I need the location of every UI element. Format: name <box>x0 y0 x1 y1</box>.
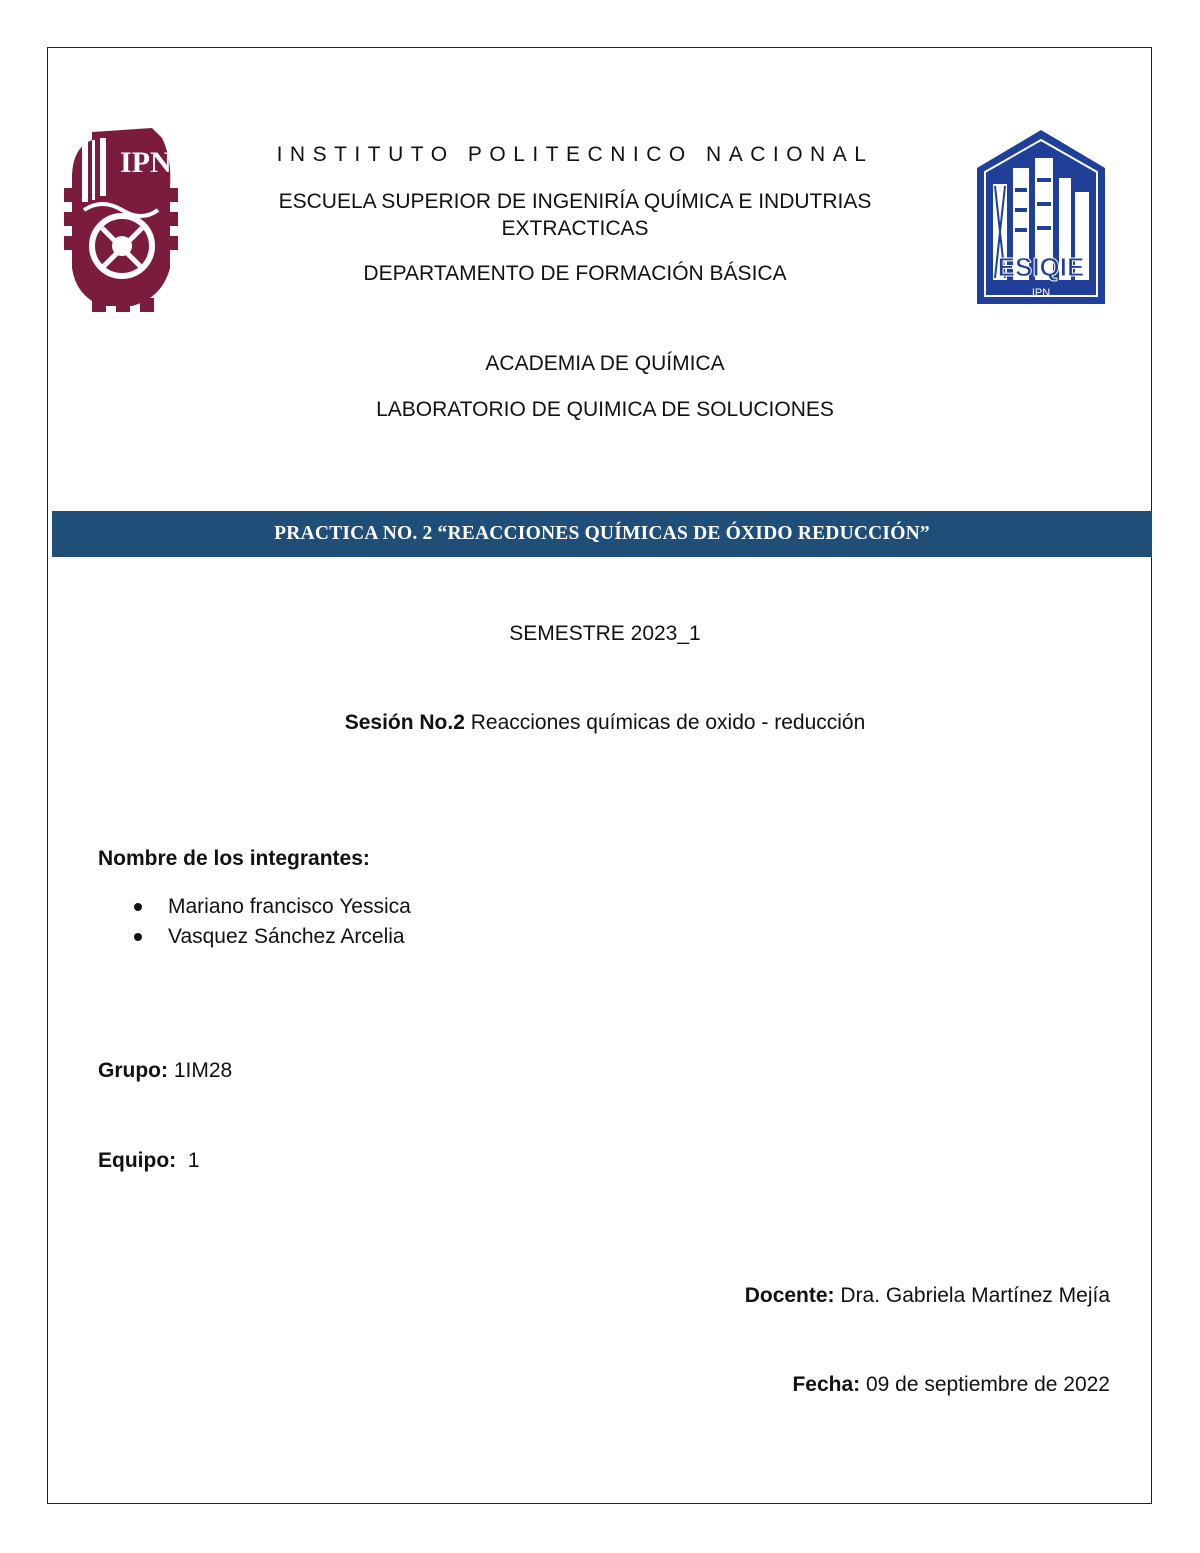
group-line <box>98 1059 232 1083</box>
practice-title: PRACTICA NO. 2 “REACCIONES QUÍMICAS DE ÓXIDO REDUCCIÓN” <box>274 523 930 544</box>
member-name: Vasquez Sánchez Arcelia <box>168 925 405 948</box>
group-value: 1IM28 <box>167 1059 233 1082</box>
institution-name: INSTITUTO POLITECNICO NACIONAL <box>276 143 874 166</box>
member-name: Mariano francisco Yessica <box>168 895 411 918</box>
ipn-logo <box>62 128 180 312</box>
svg-text:IPN: IPN <box>1031 287 1051 299</box>
session-text: Reacciones químicas de oxido - reducción <box>464 711 866 734</box>
members-list <box>98 893 411 953</box>
semester: SEMESTRE 2023_1 <box>509 622 701 645</box>
bullet-icon <box>134 903 142 911</box>
date-label: Fecha: <box>792 1373 861 1396</box>
teacher-value: Dra. Gabriela Martínez Mejía <box>834 1284 1110 1307</box>
team-line <box>98 1149 200 1173</box>
teacher-label: Docente: <box>744 1284 835 1307</box>
members-title: Nombre de los integrantes: <box>98 847 370 870</box>
svg-text:IPN: IPN <box>120 146 172 179</box>
list-item <box>98 923 411 953</box>
session-label: Sesión No.2 <box>344 711 465 734</box>
team-value: 1 <box>176 1149 200 1172</box>
group-label: Grupo: <box>98 1059 168 1082</box>
academy-name: ACADEMIA DE QUÍMICA <box>485 352 725 375</box>
session-line <box>200 711 1010 735</box>
practice-title-banner <box>52 511 1152 557</box>
svg-text:ESIQIE: ESIQIE <box>997 252 1085 282</box>
list-item <box>98 893 411 923</box>
esiqie-logo <box>975 128 1107 304</box>
date-value: 09 de septiembre de 2022 <box>860 1373 1110 1396</box>
laboratory-name: LABORATORIO DE QUIMICA DE SOLUCIONES <box>376 398 834 421</box>
date-line <box>792 1373 1110 1397</box>
bullet-icon <box>134 933 142 941</box>
teacher-line <box>745 1284 1110 1308</box>
school-name: ESCUELA SUPERIOR DE INGENIRÍA QUÍMICA E INDUTRIAS EXTRACTICAS <box>278 190 872 240</box>
department-name: DEPARTAMENTO DE FORMACIÓN BÁSICA <box>363 262 787 285</box>
team-label: Equipo: <box>98 1149 177 1172</box>
